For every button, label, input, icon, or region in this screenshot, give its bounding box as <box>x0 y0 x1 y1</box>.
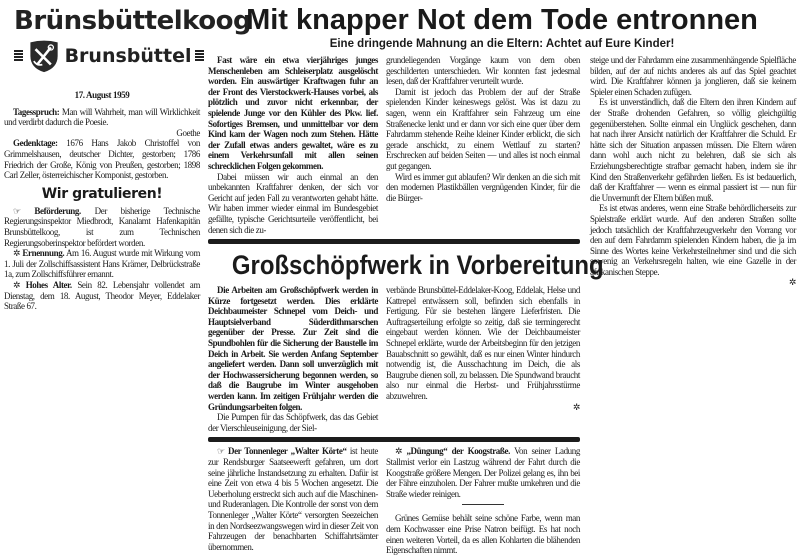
item-label: Hohes Alter. <box>25 279 72 290</box>
item-label: Ernennung. <box>22 248 65 259</box>
item-label: Beförderung. <box>34 205 81 216</box>
hand-icon: ☞ <box>217 446 225 457</box>
masthead <box>14 6 252 76</box>
anchor-shield-icon <box>27 36 61 76</box>
tonnenleger-label: Der Tonnenleger „Walter Körte“ <box>227 446 347 457</box>
gedenktage-text: 1676 Hans Jakob Christoffel von Grimmelshausen, deutscher Dichter, gestorben; 1786 Friedrich der Große, König von Preußen, gestorben; 1898 Carl Zeller, österreichischer Komponist, gestorben. <box>4 138 200 181</box>
divider-heavy <box>208 437 580 442</box>
issue-date: 17. August 1959 <box>74 90 130 100</box>
article2-headline: Großschöpfwerk in Vorbereitung <box>231 250 604 281</box>
article1-subheadline-row <box>208 37 796 51</box>
decorative-bars <box>195 50 204 62</box>
tagesspruch-label: Tagesspruch: <box>13 106 60 117</box>
star-icon: ✲ <box>13 279 21 290</box>
masthead-subtitle: Brunsbüttel <box>64 45 192 67</box>
short-gemuese <box>386 513 580 555</box>
article1-paragraph: grundeliegenden Vorgänge kaum von dem oben geschilderten unterschieden. Wir konnten fast jedesmal lesen, daß der Kraftfahrer verurteilt wurde. <box>386 55 580 87</box>
article2-paragraph: verbände Brunsbüttel-Eddelaker-Koog, Eddelak, Helse und Kattrepel entwässern soll, befinden sich ebenfalls in Fertigung. Für sie bestehen längere Lieferfristen. Die Auftragserteilung erfolgte so zeitig, daß sie termingerecht eingebaut werden können. Wie der Deichbaumeister Schnepel erklärte, wurde der Arbeitsbeginn für den jetzigen Bauabschnitt so gewählt, daß es nur einen Winter hindurch notwendig ist, die Ausschachtung im Deich, die als Baugrube dienen soll, zu belassen. Die Spundwand braucht also nur einmal die Herbst- und Frühjahrsstürme abzuwehren. <box>386 285 580 402</box>
article1-paragraph: Damit ist jedoch das Problem der auf der Straße spielenden Kinder keineswegs gelöst. Was ist dazu zu sagen, wenn ein Kraftfahrer sein Fahrzeug um eine Straßenecke lenkt und er dann vor sich eine quer über dem Fahrdamm stehende Reihe kleiner Kinder erblickt, die sich gerade anschickt, zu einem Wettlauf zu starten? Erschrecken auf beiden Seiten — und alles ist noch einmal gut gegangen. <box>386 86 580 171</box>
article1-subheadline: Eine dringende Mahnung an die Eltern: Achtet auf Eure Kinder! <box>329 38 675 50</box>
article2-col1 <box>208 285 378 433</box>
article2-col2 <box>386 285 580 412</box>
star-icon: ✲ <box>395 446 403 457</box>
gedenktage <box>4 138 200 180</box>
shorts-row <box>208 446 580 555</box>
item-text: Am 16. August wurde mit Wirkung vom 1. Juli der Zollschiffsassistent Hans Krämer, Delbrückstraße 1a, zum Zollschiffsführer ernannt. <box>4 248 200 280</box>
divider-heavy <box>208 239 580 244</box>
short-duengung <box>386 446 580 499</box>
main-content <box>208 4 796 556</box>
section-title-gratulieren: Wir gratulieren! <box>41 185 163 202</box>
tagesspruch <box>4 107 200 128</box>
end-star-icon: ✲ <box>788 277 796 288</box>
left-region <box>208 55 604 556</box>
article1-paragraph: Wird es immer gut ablaufen? Wir denken an die sich mit den modernen Plastikbällen vergnügenden Kinder, für die die Bürger- <box>386 171 580 203</box>
item-text: Der bisherige Technische Regierungsinspektor Miedbrodt, Kanalamt Hafenkapitän Brunsbüttelkoog, ist zum Technischen Regierungsoberinspektor befördert worden. <box>4 205 200 248</box>
tonnenleger-text: ist heute zur Rendsburger Saatseewerft gefahren, um dort seine jährliche Instandsetzung zu erhalten. Dafür ist eine Zeit von etwa 4 bis 5 Wochen angesetzt. Die Ueberholung erstreckt sich auch auf die Maschinen- und Ruderanlagen. Die Kontrolle der sonst von dem Tonnenleger „Walter Körte“ versorgten Seezeichen in den Nordseezwangswegen wird in dieser Zeit von Fahrzeugen der benachbarten Schiffahrtsämter übernommen. <box>208 446 378 552</box>
item-hohes-alter <box>4 280 200 312</box>
masthead-subtitle-row <box>14 36 204 76</box>
article1-col3 <box>590 55 796 288</box>
article1-left-columns <box>208 55 580 235</box>
item-ernennung <box>4 248 200 280</box>
article2-columns <box>208 285 580 433</box>
tagesspruch-author: Goethe <box>176 127 200 138</box>
divider-short <box>462 504 504 505</box>
duengung-label: „Düngung“ der Koogstraße. <box>406 446 510 457</box>
tonnenleger-paragraph <box>208 446 378 552</box>
article1-lead: Fast wäre ein etwa vierjähriges junges Menschenleben am Schleiserplatz ausgelöscht worden. Ein auswärtiger Kraftwagen fuhr an der Front des Vierstockwerk-Hauses vorbei, als plötzlich und zuvor nicht erkennbar, der spielende Junge vor den Kühler des Pkw. lief. Sofortiges Bremsen, und unmittelbar vor dem Kind kam der Wagen noch zum Stehen. Hätte der Zufall etwas anders gewaltet, wäre es zu einem Verkehrsunfall mit allen seinen schrecklichen Folgen gekommen. <box>208 55 378 171</box>
article1-col1 <box>208 55 378 235</box>
end-star-icon: ✲ <box>572 401 580 412</box>
hand-icon: ☞ <box>13 205 21 216</box>
short-tonnenleger <box>208 446 378 552</box>
item-befoerderung <box>4 206 200 248</box>
gedenktage-label: Gedenktage: <box>13 138 58 149</box>
article1-headline-row <box>208 4 796 37</box>
duengung-paragraph <box>386 446 580 499</box>
masthead-title: Brünsbüttelkoog <box>14 6 252 36</box>
shorts-right <box>386 446 580 555</box>
article2-lead: Die Arbeiten am Großschöpfwerk werden in Kürze fortgesetzt werden. Dies erklärte Deichbaumeister Schnepel vom Deich- und Hauptsielverband Süderdithmarschen gegenüber der Presse. Zur Zeit sind die Spundbohlen für die Sicherung der Baustelle im Deich in Arbeit. Sie werden Anfang September angeliefert werden. Dann soll unverzüglich mit der Hochwassersicherung begonnen werden, so daß die Baugrube im Winter ausgehoben werden kann. Im zeitigen Frühjahr werden die Gründungsarbeiten folgen. <box>208 285 378 412</box>
body-row <box>208 55 796 556</box>
article1-paragraph: Es ist unverständlich, daß die Eltern den ihren Kindern auf der Straße drohenden Gefahren, so völlig gleichgültig gegenüberstehen. Sollte einmal ein Unglück geschehen, dann hat nach ihrer Ansicht natürlich der Kraftfahrer die Schuld. Er hätte sich der Situation anpassen müssen. Die Eltern wären dann wohl auch nicht zu belehren, daß sie sich als Erziehungsberechtigte strafbar gemacht haben, indem sie ihr Kind den Straßenverkehr gefährden ließen. Es ist bedauerlich, daß der Kraftfahrer — wenn es einmal passiert ist — nun für die Unvernunft der Eltern büßen muß. <box>590 97 796 203</box>
item-text: Sein 82. Lebensjahr vollendet am Dienstag, dem 18. August, Theodor Meyer, Eddelaker Straße 67. <box>4 279 200 312</box>
article1-paragraph: Dabei müssen wir auch einmal an den unbekannten Kraftfahrer denken, der sich vor Gericht auf jeden Fall zu verantworten gehabt hätte. Wir haben immer wieder einmal im Bundesgebiet gefällte, typische Gerichtsurteile veröffentlicht, bei denen sich die zu- <box>208 171 378 235</box>
decorative-bars <box>14 50 23 62</box>
article1-col2 <box>386 55 580 203</box>
tagesspruch-text: Man will Wahrheit, man will Wirklichkeit und verdirbt dadurch die Poesie. <box>4 106 200 128</box>
article1-paragraph: Es ist etwas anderes, wenn eine Straße behördlicherseits zur Spielstraße erklärt wurde. Auf den anderen Straßen sollte jedoch tatsächlich der Kraftfahrzeugverkehr den Vorrang vor den auf dem Fahrdamm spielenden Kindern haben, die ja im Sinne des Wortes keine Verkehrsteilnehmer sind und die sich sowenig an Verkehrsregeln halten, wie eine Gazelle in der afrikanischen Steppe. <box>590 203 796 277</box>
article1-paragraph: steige und der Fahrdamm eine zusammenhängende Spielfläche bilden, auf der auf nichts anderes als auf das Spiel geachtet wird. Die Kraftfahrer können ja jonglieren, daß sie keinem Spieler einen Schaden zufügen. <box>590 55 796 97</box>
article1-headline: Mit knapper Not dem Tode entronnen <box>246 4 758 36</box>
article2-paragraph: Die Pumpen für das Schöpfwerk, das das Gebiet der Vierschleuseinigung, der Siel- <box>208 412 378 433</box>
star-icon: ✲ <box>13 248 21 259</box>
duengung-text: Von seiner Ladung Stallmist verlor ein Lastzug während der Fahrt durch die Koogstraße größere Mengen. Der Polizei gelang es, ihn bei der Fähre einzuholen. Der Fahrer mußte umkehren und die Straße wieder reinigen. <box>386 446 580 499</box>
article2-headline-row <box>208 250 604 281</box>
sidebar <box>4 90 200 312</box>
gemuese-text: Grünes Gemüse behält seine schöne Farbe, wenn man dem Kochwasser eine Prise Natron beifügt. Es hat noch einen weiteren Vorteil, da es allen Kohlarten die blähenden Eigenschaften nimmt. <box>386 513 580 556</box>
